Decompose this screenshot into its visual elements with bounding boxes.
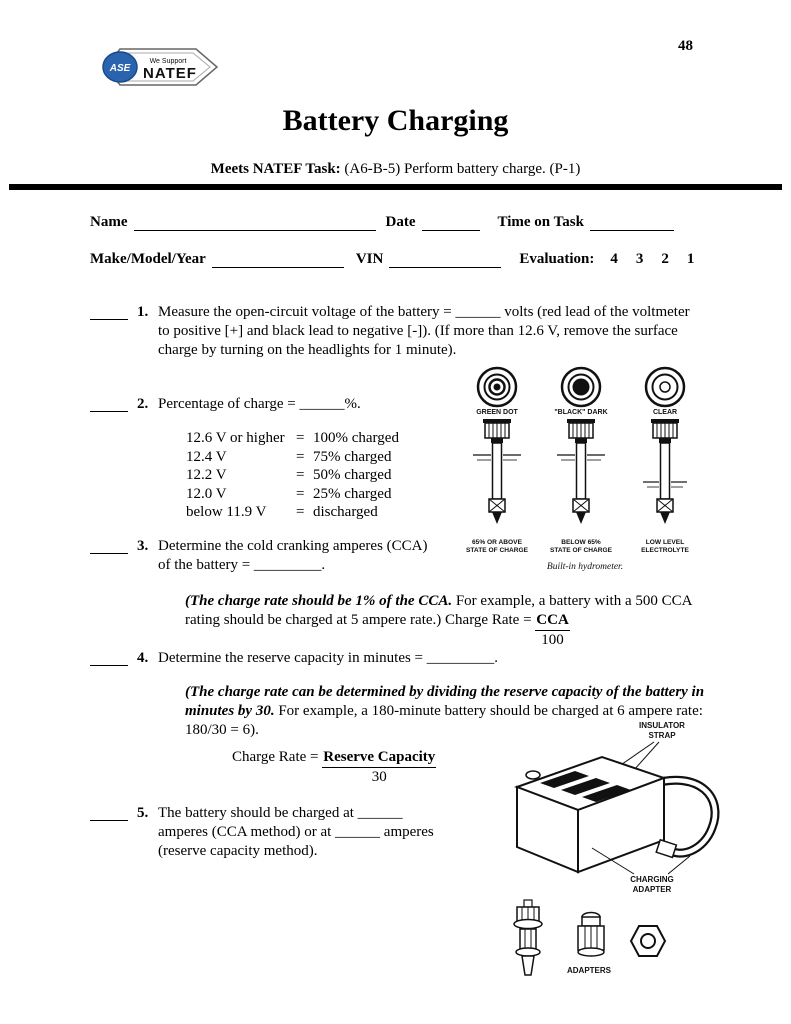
voltage-value: below 11.9 V [186, 504, 267, 520]
step-1-number: 1. [137, 304, 149, 320]
battery-charging-diagram [462, 712, 762, 990]
page-title: Battery Charging [282, 104, 509, 137]
step-3-note-rest: For example, a battery with a 500 CCA rating should be charged at 5 ampere rate.) Charge Rate = [185, 593, 692, 628]
evaluation-score-1: 1 [686, 251, 695, 267]
equals-sign: = [296, 485, 305, 502]
step-5 [90, 804, 453, 861]
step-4-check-blank [90, 650, 128, 666]
battery-figure [462, 712, 762, 990]
voltage-row [186, 485, 399, 504]
name-blank [134, 215, 376, 231]
step-3-check-blank [90, 538, 128, 554]
charge-value: discharged [313, 504, 378, 520]
charge-value: 75% charged [313, 448, 392, 465]
caption-clear-line1: LOW LEVEL [645, 539, 685, 546]
step-2-number: 2. [137, 396, 149, 412]
evaluation-score-2: 2 [661, 251, 669, 267]
form-row-identification [90, 214, 674, 231]
caption-clear-line2: ELECTROLYTE [641, 547, 689, 554]
voltage-value: 12.0 V [186, 485, 227, 502]
caption-green-dot-line1: 65% OR ABOVE [472, 539, 522, 546]
step-5-check-blank [90, 805, 128, 821]
step-4-number: 4. [137, 650, 149, 666]
step-2-text: Percentage of charge = ______%. [158, 396, 361, 412]
charge-rate-label: Charge Rate = [232, 749, 323, 765]
adapter-post [514, 900, 542, 975]
cca-fraction-numerator: CCA [535, 611, 570, 631]
caption-green-dot-line2: STATE OF CHARGE [465, 547, 529, 554]
state-of-charge-table [186, 429, 399, 522]
hydrometer-black-dark [554, 368, 607, 524]
task-text: (A6-B-5) Perform battery charge. (P-1) [340, 161, 581, 177]
charging-adapter-part [656, 840, 676, 858]
cca-fraction-denominator: 100 [541, 632, 564, 648]
voltage-value: 12.2 V [186, 467, 227, 483]
voltage-value: 12.6 V or higher [186, 430, 285, 446]
voltage-row [186, 503, 399, 522]
reserve-capacity-fraction [322, 748, 436, 787]
step-4-note-rest: For example, a 180-minute battery should be charged at 6 ampere rate: 180/30 = 6). [185, 703, 703, 738]
voltage-row [186, 448, 399, 467]
step-1-check-blank [90, 304, 128, 320]
natef-label: NATEF [143, 65, 197, 82]
insulator-strap-label-line2: STRAP [648, 731, 676, 740]
hydrometer-label-green-dot: GREEN DOT [476, 409, 518, 416]
divider-rule [9, 184, 782, 190]
voltage-row [186, 466, 399, 485]
date-blank [422, 215, 480, 231]
time-on-task-blank [590, 215, 674, 231]
equals-sign: = [296, 448, 305, 465]
step-1-text: Measure the open-circuit voltage of the battery = ______ volts (red lead of the voltmeter to positive [+] and black lead to negative [-]). (If more than 12.6 V, remove the surface charge by turning on the headlights for 1 minute). [158, 304, 690, 358]
step-4-note-italic: (The charge rate can be determined by dividing the reserve capacity of the battery in minutes by 30. [185, 684, 705, 719]
hydrometer-figure [455, 362, 715, 577]
charge-value: 25% charged [313, 485, 392, 502]
step-5-number: 5. [137, 805, 149, 821]
task-label: Meets NATEF Task: [210, 161, 341, 177]
voltage-value: 12.4 V [186, 448, 227, 465]
vin-blank [389, 252, 501, 268]
step-3 [90, 537, 430, 575]
equals-sign: = [296, 430, 305, 446]
hydrometer-label-black-dark: "BLACK" DARK [554, 409, 608, 416]
name-label: Name [90, 214, 128, 230]
adapters-label: ADAPTERS [566, 966, 612, 975]
natef-logo [90, 40, 224, 94]
charging-adapter-label-line2: ADAPTER [632, 885, 672, 894]
make-model-year-blank [212, 252, 344, 268]
hydrometer-clear [643, 368, 687, 524]
we-support-label: We Support [149, 58, 187, 65]
step-1 [90, 303, 695, 360]
hydrometer-footer: Built-in hydrometer. [546, 562, 624, 572]
step-5-text: The battery should be charged at ______ amperes (CCA method) or at ______ amperes (reserve capacity method). [158, 805, 434, 859]
evaluation-score-3: 3 [635, 251, 644, 267]
charge-value: 50% charged [313, 467, 392, 483]
battery-terminal [526, 771, 540, 779]
equals-sign: = [296, 504, 305, 520]
adapter-hex-nut [631, 926, 665, 956]
step-2-check-blank [90, 396, 128, 412]
date-label: Date [385, 214, 416, 230]
step-3-note [185, 592, 707, 650]
adapter-cap [578, 913, 604, 957]
hydrometer-green-dot [473, 368, 521, 524]
natef-logo-graphic [90, 40, 224, 94]
cca-fraction [535, 611, 570, 650]
hydrometer-label-clear: CLEAR [652, 409, 678, 416]
step-3-note-italic: (The charge rate should be 1% of the CCA. [185, 593, 453, 609]
natef-task-line [0, 161, 791, 178]
evaluation-score-4: 4 [610, 251, 618, 267]
step-2 [90, 395, 361, 414]
evaluation-label: Evaluation: [519, 251, 595, 267]
charge-value: 100% charged [313, 430, 399, 446]
vin-label: VIN [355, 251, 384, 267]
page-number: 48 [678, 38, 693, 54]
ase-label: ASE [109, 63, 131, 74]
step-3-text: Determine the cold cranking amperes (CCA) of the battery = _________. [158, 538, 428, 573]
reserve-capacity-denominator: 30 [371, 769, 387, 785]
charge-rate-formula [232, 748, 436, 787]
step-3-number: 3. [137, 538, 149, 554]
reserve-capacity-numerator: Reserve Capacity [322, 748, 436, 768]
caption-black-dark-line2: STATE OF CHARGE [549, 547, 613, 554]
step-4 [90, 649, 498, 668]
charging-adapter-label-line1: CHARGING [630, 875, 674, 884]
form-row-vehicle [90, 251, 694, 268]
voltage-row [186, 429, 399, 448]
step-4-text: Determine the reserve capacity in minutes = _________. [158, 650, 499, 666]
caption-black-dark-line1: BELOW 65% [561, 539, 601, 546]
time-on-task-label: Time on Task [497, 214, 584, 230]
make-model-year-label: Make/Model/Year [90, 251, 206, 267]
hydrometer-diagram [455, 362, 715, 577]
equals-sign: = [296, 467, 305, 483]
insulator-strap-label-line1: INSULATOR [639, 721, 685, 730]
battery-body [517, 757, 664, 872]
